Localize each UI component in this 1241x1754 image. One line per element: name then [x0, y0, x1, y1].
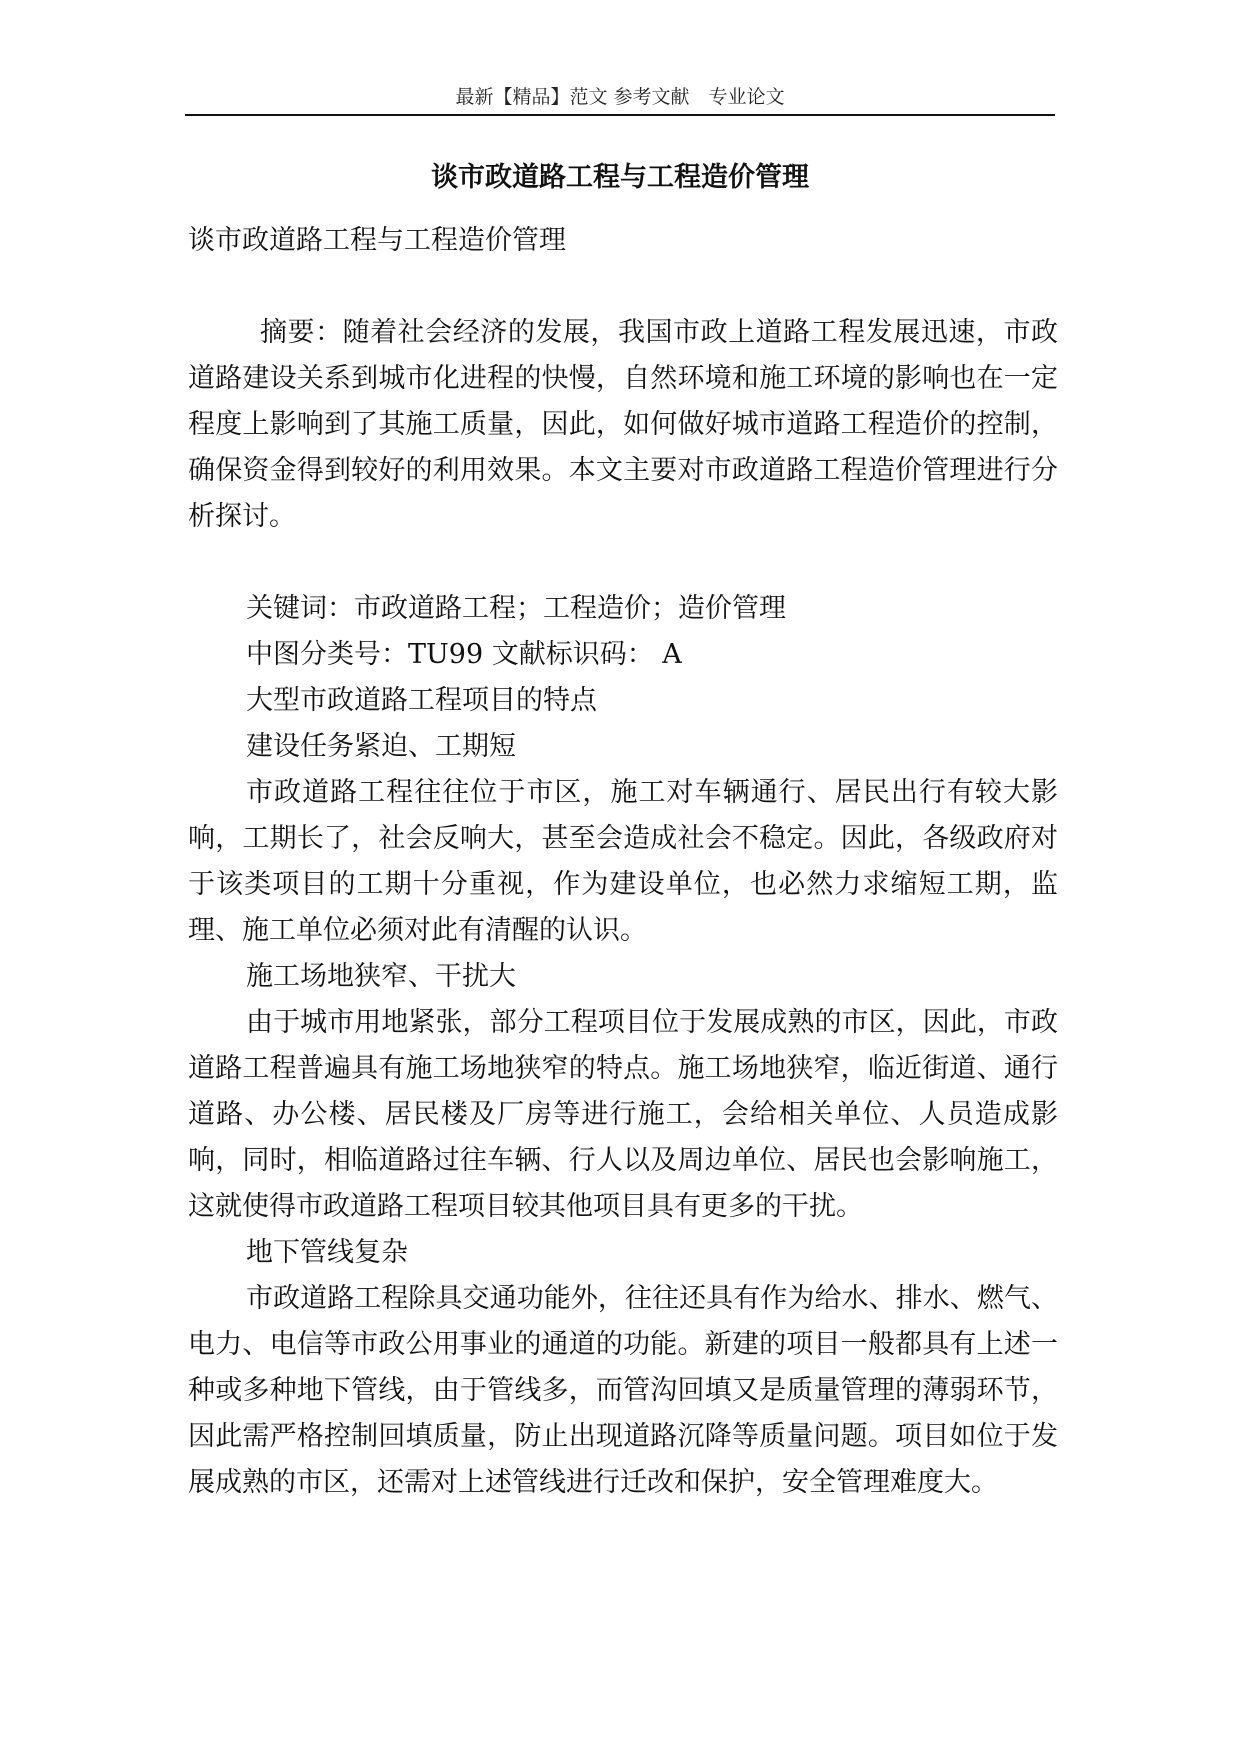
- abstract-paragraph: 摘要：随着社会经济的发展，我国市政上道路工程发展迅速，市政道路建设关系到城市化进程的快慢，自然环境和施工环境的影响也在一定程度上影响到了其施工质量，因此，如何做好城市道路工程造价的控制，确保资金得到较好的利用效果。本文主要对市政道路工程造价管理进行分析探讨。: [188, 317, 1058, 532]
- header-rule: [185, 114, 1055, 116]
- subsection-paragraph-pipelines: 市政道路工程除具交通功能外，往往还具有作为给水、排水、燃气、电力、电信等市政公用事业的通道的功能。新建的项目一般都具有上述一种或多种地下管线，由于管线多，而管沟回填又是质量管理的薄弱环节，因此需严格控制回填质量，防止出现道路沉降等质量问题。项目如位于发展成熟的市区，还需对上述管线进行迁改和保护，安全管理难度大。: [188, 1283, 1058, 1498]
- subsection-heading-site: 施工场地狭窄、干扰大: [246, 961, 516, 992]
- running-header: 最新【精品】范文 参考文献 专业论文: [455, 86, 785, 108]
- section-heading: 大型市政道路工程项目的特点: [246, 685, 597, 716]
- spacer: [188, 540, 1058, 586]
- subsection-heading-pipelines: 地下管线复杂: [246, 1237, 408, 1268]
- document-subtitle: 谈市政道路工程与工程造价管理: [188, 225, 566, 256]
- subsection-heading-schedule: 建设任务紧迫、工期短: [246, 731, 516, 762]
- classification-line: 中图分类号：TU99 文献标识码： A: [246, 639, 682, 670]
- subsection-paragraph-schedule: 市政道路工程往往位于市区，施工对车辆通行、居民出行有较大影响，工期长了，社会反响大，甚至会造成社会不稳定。因此，各级政府对于该类项目的工期十分重视，作为建设单位，也必然力求缩短工期，监理、施工单位必须对此有清醒的认识。: [188, 777, 1058, 946]
- subsection-paragraph-site: 由于城市用地紧张，部分工程项目位于发展成熟的市区，因此，市政道路工程普遍具有施工场地狭窄的特点。施工场地狭窄，临近街道、通行道路、办公楼、居民楼及厂房等进行施工，会给相关单位、人员造成影响，同时，相临道路过往车辆、行人以及周边单位、居民也会影响施工，这就使得市政道路工程项目较其他项目具有更多的干扰。: [188, 1007, 1058, 1222]
- keywords-line: 关键词：市政道路工程；工程造价；造价管理: [246, 593, 786, 624]
- document-body: [188, 218, 1058, 1506]
- spacer: [188, 264, 1058, 310]
- document-title: 谈市政道路工程与工程造价管理: [431, 162, 809, 193]
